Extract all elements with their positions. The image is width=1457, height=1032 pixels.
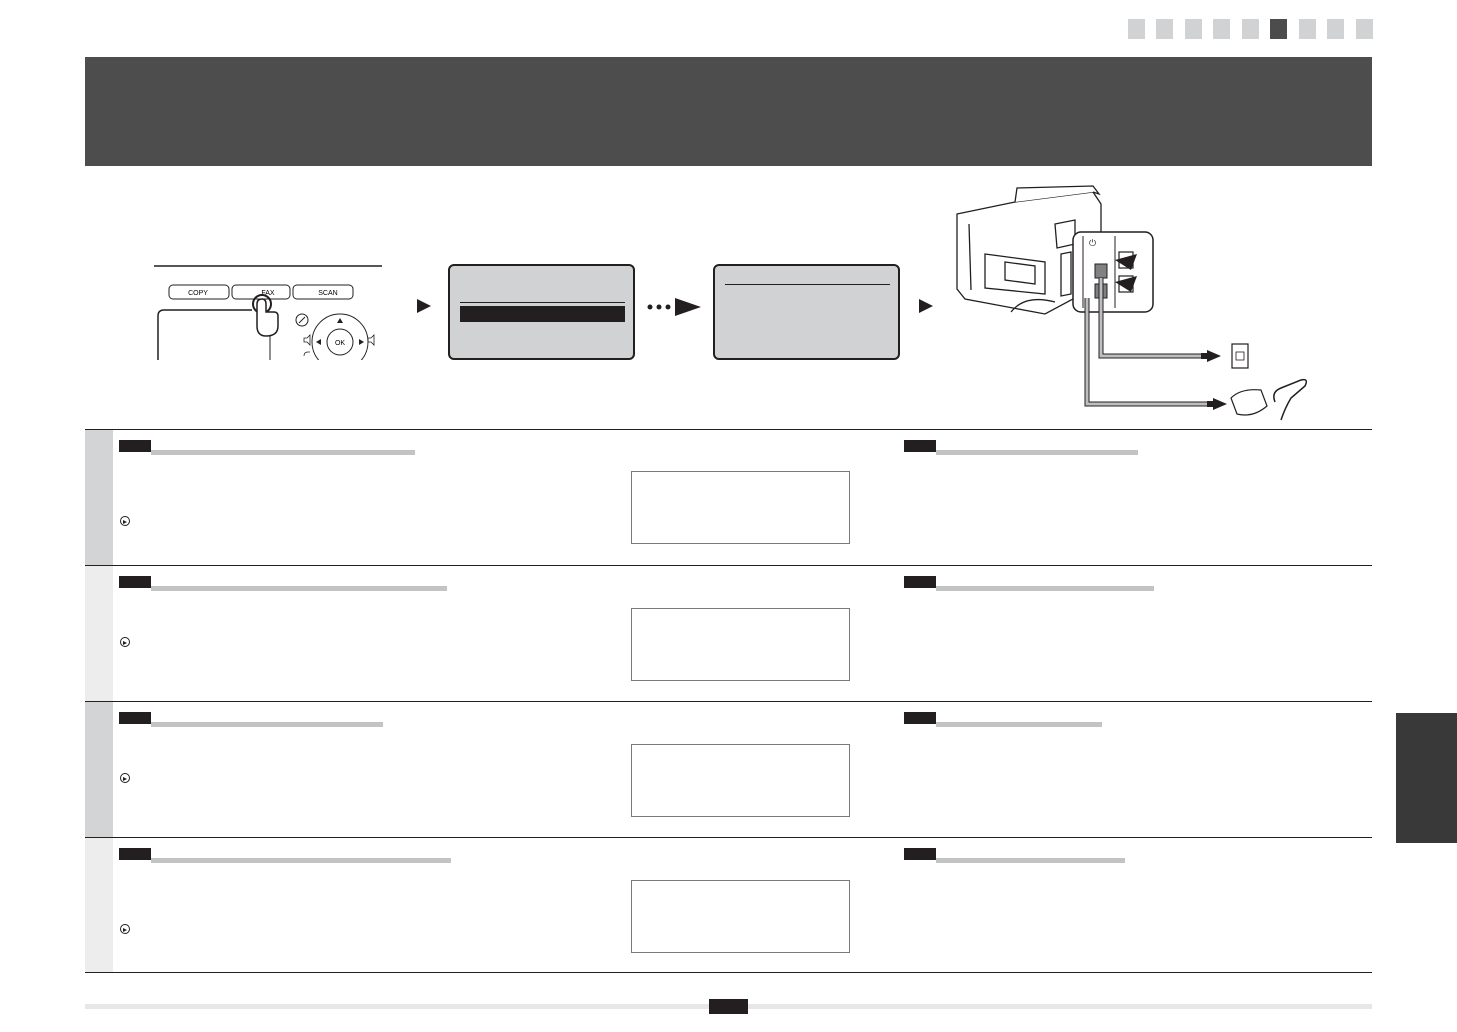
setting-row-2 bbox=[85, 565, 1372, 701]
page-tab-1 bbox=[1128, 19, 1145, 39]
row-label-badge-right bbox=[904, 712, 936, 724]
page-tab-9 bbox=[1356, 19, 1373, 39]
reference-icon bbox=[120, 516, 130, 526]
reference-icon bbox=[120, 924, 130, 934]
lcd-separator bbox=[460, 302, 625, 303]
step-arrow-1 bbox=[417, 299, 431, 313]
row-stripe bbox=[85, 430, 113, 565]
page-tab-2 bbox=[1156, 19, 1173, 39]
arrow-to-phone-icon bbox=[1213, 398, 1227, 410]
row-label-badge bbox=[119, 848, 151, 860]
ok-label: OK bbox=[334, 340, 346, 347]
handset-icon bbox=[1274, 380, 1306, 420]
bottom-rule bbox=[85, 972, 1372, 973]
wall-jack-icon bbox=[1232, 344, 1248, 368]
machine-connection-illustration bbox=[945, 184, 1345, 424]
row-stripe bbox=[85, 566, 113, 701]
fax-label: FAX bbox=[261, 290, 275, 297]
row-stripe bbox=[85, 838, 113, 973]
back-icon bbox=[304, 352, 310, 356]
lcd-separator bbox=[725, 284, 890, 285]
setting-row-1 bbox=[85, 429, 1372, 565]
page-tab-7 bbox=[1299, 19, 1316, 39]
row-label-badge bbox=[119, 440, 151, 452]
control-panel-illustration bbox=[152, 264, 384, 360]
page-number bbox=[709, 999, 748, 1014]
finger-press-icon bbox=[253, 295, 278, 336]
page-tab-8 bbox=[1327, 19, 1344, 39]
page-tab-6 bbox=[1270, 19, 1287, 39]
lcd-preview-box bbox=[631, 880, 850, 953]
telephone-icon bbox=[1231, 390, 1267, 415]
lcd-preview-box bbox=[631, 608, 850, 681]
header-banner bbox=[85, 57, 1372, 166]
page-tabs bbox=[1128, 19, 1374, 39]
reference-icon bbox=[120, 637, 130, 647]
copy-label: COPY bbox=[188, 290, 208, 297]
row-label-underline bbox=[151, 586, 447, 591]
arrow-to-wall-icon bbox=[1207, 350, 1221, 362]
row-label-badge-right bbox=[904, 848, 936, 860]
lcd-screen-menu bbox=[448, 264, 635, 360]
row-label-underline-right bbox=[936, 858, 1125, 863]
scan-label: SCAN bbox=[318, 290, 338, 297]
lcd-preview-box bbox=[631, 744, 850, 817]
row-label-underline-right bbox=[936, 450, 1138, 455]
row-stripe bbox=[85, 702, 113, 837]
row-label-underline bbox=[151, 450, 415, 455]
step-arrow-dotted bbox=[645, 296, 705, 318]
chapter-side-tab bbox=[1396, 713, 1457, 843]
row-label-badge-right bbox=[904, 440, 936, 452]
row-label-underline bbox=[151, 722, 383, 727]
row-label-underline-right bbox=[936, 722, 1102, 727]
row-label-underline-right bbox=[936, 586, 1154, 591]
page-tab-3 bbox=[1185, 19, 1202, 39]
lcd-preview-box bbox=[631, 471, 850, 544]
page-tab-4 bbox=[1213, 19, 1230, 39]
svg-text:⏻: ⏻ bbox=[1089, 238, 1097, 248]
reference-icon bbox=[120, 773, 130, 783]
row-label-badge bbox=[119, 576, 151, 588]
row-label-badge-right bbox=[904, 576, 936, 588]
setting-row-4 bbox=[85, 837, 1372, 973]
step-arrow-2 bbox=[919, 299, 933, 313]
volume-up-icon bbox=[368, 335, 374, 345]
volume-down-icon bbox=[304, 335, 310, 345]
row-label-underline bbox=[151, 858, 451, 863]
lcd-screen-setting bbox=[713, 264, 900, 360]
page-tab-5 bbox=[1242, 19, 1259, 39]
lcd-highlighted-item bbox=[460, 306, 625, 322]
row-label-badge bbox=[119, 712, 151, 724]
setting-row-3 bbox=[85, 701, 1372, 837]
